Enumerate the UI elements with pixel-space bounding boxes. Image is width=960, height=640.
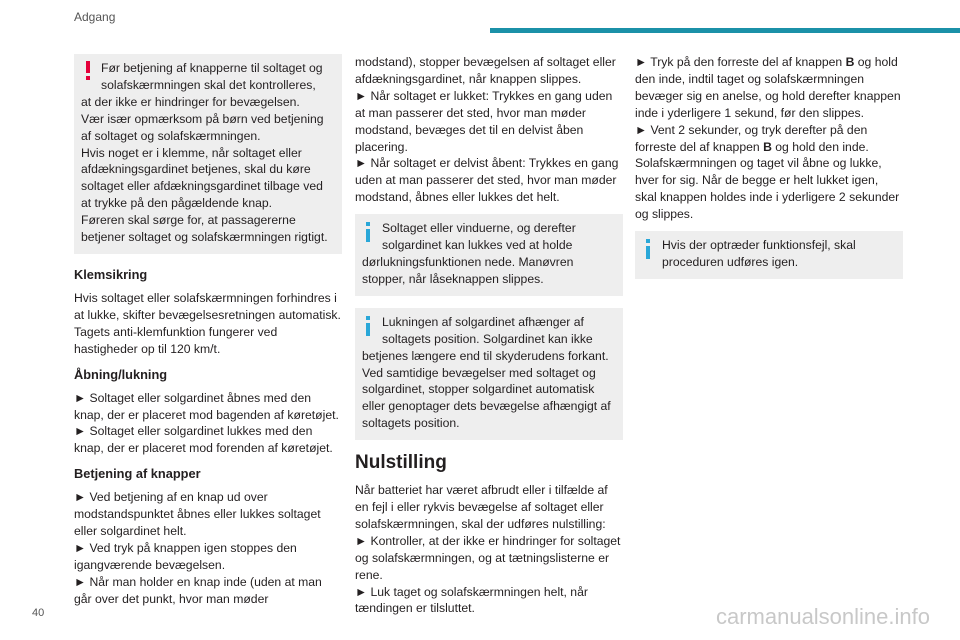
warning-icon (85, 61, 91, 81)
column-2 (355, 54, 623, 625)
info-icon (365, 222, 371, 242)
paragraph-aabning: ► Soltaget eller solgardinet åbnes med den knap, der er placeret mod bagenden af køretøjet. ► Soltaget eller solgardinet lukkes med den knap, der er placeret mod forenden af køretøjet. (74, 390, 339, 456)
paragraph-klemsikring: Hvis soltaget eller solafskærmningen forhindres i at lukke, skifter bevægelsesretningen automatisk. Tagets anti-klemfunktion fungerer ved hastigheder op til 120 km/t. (74, 290, 341, 356)
procedure-text: og hold den inde, indtil taget og solafskærmningen bevæger sig en anelse, og hold derefter knappen inde i yderligere 1 sekund, før den slippes. ► Vent 2 sekunder, og tryk derefter på den forreste del af knappen (635, 55, 901, 154)
info-text-first: Lukningen af solgardinet afhænger af soltagets position. Solgardinet kan ikke (382, 314, 593, 346)
procedure-text: ► Tryk på den forreste del af knappen (635, 55, 846, 69)
paragraph-betjening: ► Ved betjening af en knap ud over modstandspunktet åbnes eller lukkes soltaget eller solgardinet helt. ► Ved tryk på knappen igen stoppes den igangværende bevægelsen. ► Når man holder en knap inde (uden at man går over det punkt, hvor man møder (74, 490, 322, 606)
column-3 (635, 54, 903, 291)
info-icon (365, 316, 371, 336)
info-text-first: Hvis der optræder funktionsfejl, skal proceduren udføres igen. (662, 238, 856, 269)
paragraph-nulstilling: Når batteriet har været afbrudt eller i tilfælde af en fejl i eller rykvis bevægelse af soltaget eller solafskærmningen, skal der udføres nulstilling: ► Kontroller, at der ikke er hindringer for soltaget og solafskærmningen, og at tætningslisterne er rene. ► Luk taget og solafskærmningen helt, når tændingen er tilsluttet. (355, 483, 621, 616)
heading-aabning: Åbning/lukning (74, 366, 168, 382)
section-title: Adgang (74, 10, 116, 24)
info-box-1 (355, 214, 623, 296)
info-text: dørlukningsfunktionen nede. Manøvren stopper, når låseknappen slippes. (362, 254, 574, 286)
heading-betjening: Betjening af knapper (74, 466, 201, 482)
warning-text-first: Før betjening af knapperne til soltaget og solafskærmningen skal det kontrolleres, (101, 61, 323, 92)
info-icon (645, 239, 651, 259)
info-box-3 (635, 231, 903, 279)
header-accent-bar (490, 28, 960, 33)
button-letter: B (763, 139, 772, 154)
column-1 (74, 54, 342, 616)
info-text: betjenes længere end til skyderudens forkant. Ved samtidige bevægelser med soltaget og solgardinet, stopper solgardinet automatisk eller genoptager dets bevægelse afhængigt af soltagets position. (362, 348, 611, 431)
info-box-2 (355, 308, 623, 440)
heading-nulstilling: Nulstilling (355, 452, 447, 474)
warning-box (74, 54, 342, 254)
paragraph-continued: modstand), stopper bevægelsen af soltaget eller afdækningsgardinet, når knappen slippes. ► Når soltaget er lukket: Trykkes en gang uden at man passerer det sted, hvor man møder modstand, bevæges det til en delvist åben placering. ► Når soltaget er delvist åbent: Trykkes en gang uden at man passerer det sted, hvor man møder modstand, åbnes eller lukkes det helt. (355, 55, 619, 205)
info-text-first: Soltaget eller vinduerne, og derefter solgardinet kan lukkes ved at holde (382, 221, 576, 253)
page-number: 40 (32, 607, 45, 619)
watermark: carmanualsonline.info (715, 604, 930, 629)
procedure-text: og hold den inde. Solafskærmningen og taget vil åbne og lukke, hver for sig. Når de begge er helt lukket igen, skal knappen holdes inde i yderligere 2 sekunder og slippes. (635, 139, 900, 222)
heading-klemsikring: Klemsikring (74, 266, 148, 282)
paragraph-procedure (635, 54, 903, 223)
warning-text: at der ikke er hindringer for bevægelsen. Vær især opmærksom på børn ved betjening af soltaget og solafskærmningen. Hvis noget er i klemme, når soltaget eller afdækningsgardinet betjenes, skal du køre soltaget eller afdækningsgardinet tilbage ved at trykke på den pågældende knap. Føreren skal sørge for, at passagererne betjener soltaget og solafskærmningen rigtigt. (81, 94, 328, 245)
button-letter: B (845, 55, 855, 69)
